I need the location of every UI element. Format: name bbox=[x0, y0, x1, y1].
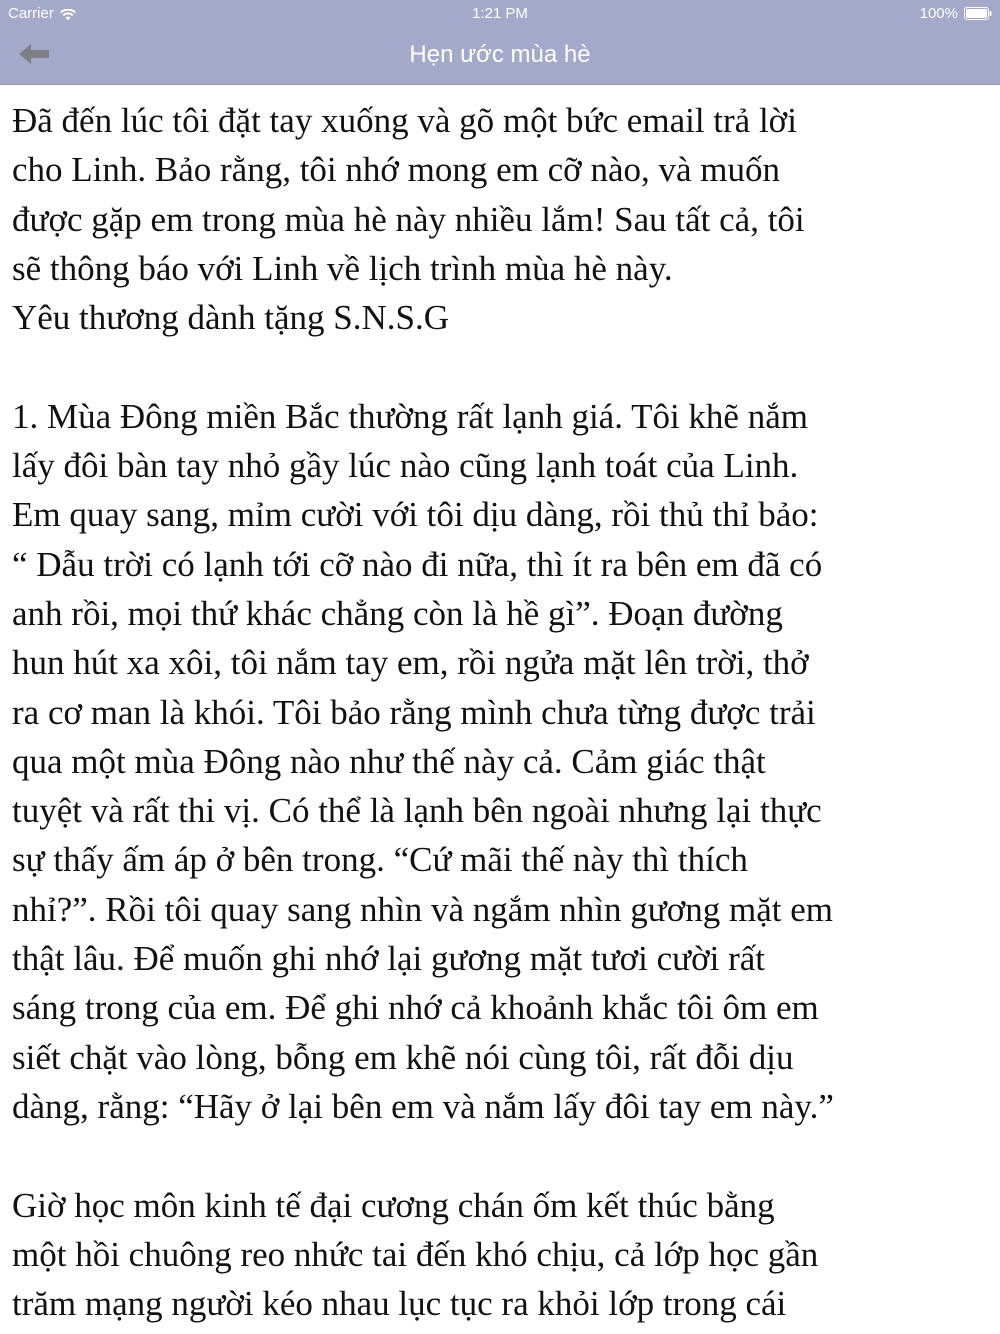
story-paragraph-2: 1. Mùa Đông miền Bắc thường rất lạnh giá. Tôi khẽ nắm lấy đôi bàn tay nhỏ gầy lúc nào cũng lạnh toát của Linh. Em quay sang, mỉm cười với tôi dịu dàng, rồi thủ thỉ bảo: “ Dẫu trời có lạnh tới cỡ nào đi nữa, thì ít ra bên em đã có anh rồi, mọi thứ khác chẳng còn là hề gì”. Đoạn đường hun hút xa xôi, tôi nắm tay em, rồi ngửa mặt lên trời, thở ra cơ man là khói. Tôi bảo rằng mình chưa từng được trải qua một mùa Đông nào như thế này cả. Cảm giác thật tuyệt và rất thi vị. Có thể là lạnh bên ngoài nhưng lại thực sự thấy ấm áp ở bên trong. “Cứ mãi thế này thì thích nhỉ?”. Rồi tôi quay sang nhìn và ngắm nhìn gương mặt em thật lâu. Để muốn ghi nhớ lại gương mặt tươi cười rất sáng trong của em. Để ghi nhớ cả khoảnh khắc tôi ôm em siết chặt vào lòng, bỗng em khẽ nói cùng tôi, rất đỗi dịu dàng, rằng: “Hãy ở lại bên em và nắm lấy đôi tay em này.” bbox=[12, 396, 834, 1126]
navigation-bar bbox=[0, 28, 1000, 85]
status-time: 1:21 PM bbox=[472, 5, 528, 22]
story-content bbox=[12, 96, 996, 1328]
paragraph-spacer bbox=[12, 342, 996, 391]
status-bar bbox=[0, 0, 1000, 28]
story-paragraph-3: Giờ học môn kinh tế đại cương chán ốm kết thúc bằng một hồi chuông reo nhức tai đến khó chịu, cả lớp học gần trăm mạng người kéo nhau lục tục ra khỏi lớp trong cái bbox=[12, 1185, 819, 1324]
story-paragraph-1: Đã đến lúc tôi đặt tay xuống và gõ một bức email trả lời cho Linh. Bảo rằng, tôi nhớ mong em cỡ nào, và muốn được gặp em trong mùa hè này nhiều lắm! Sau tất cả, tôi sẽ thông báo với Linh về lịch trình mùa hè này. Yêu thương dành tặng S.N.S.G bbox=[12, 101, 805, 338]
battery-percent: 100% bbox=[919, 5, 958, 22]
carrier-label: Carrier bbox=[8, 5, 54, 22]
battery-icon bbox=[964, 7, 992, 20]
paragraph-spacer bbox=[12, 1131, 996, 1180]
battery-info bbox=[920, 5, 992, 22]
page-title: Hẹn ước mùa hè bbox=[409, 41, 591, 68]
